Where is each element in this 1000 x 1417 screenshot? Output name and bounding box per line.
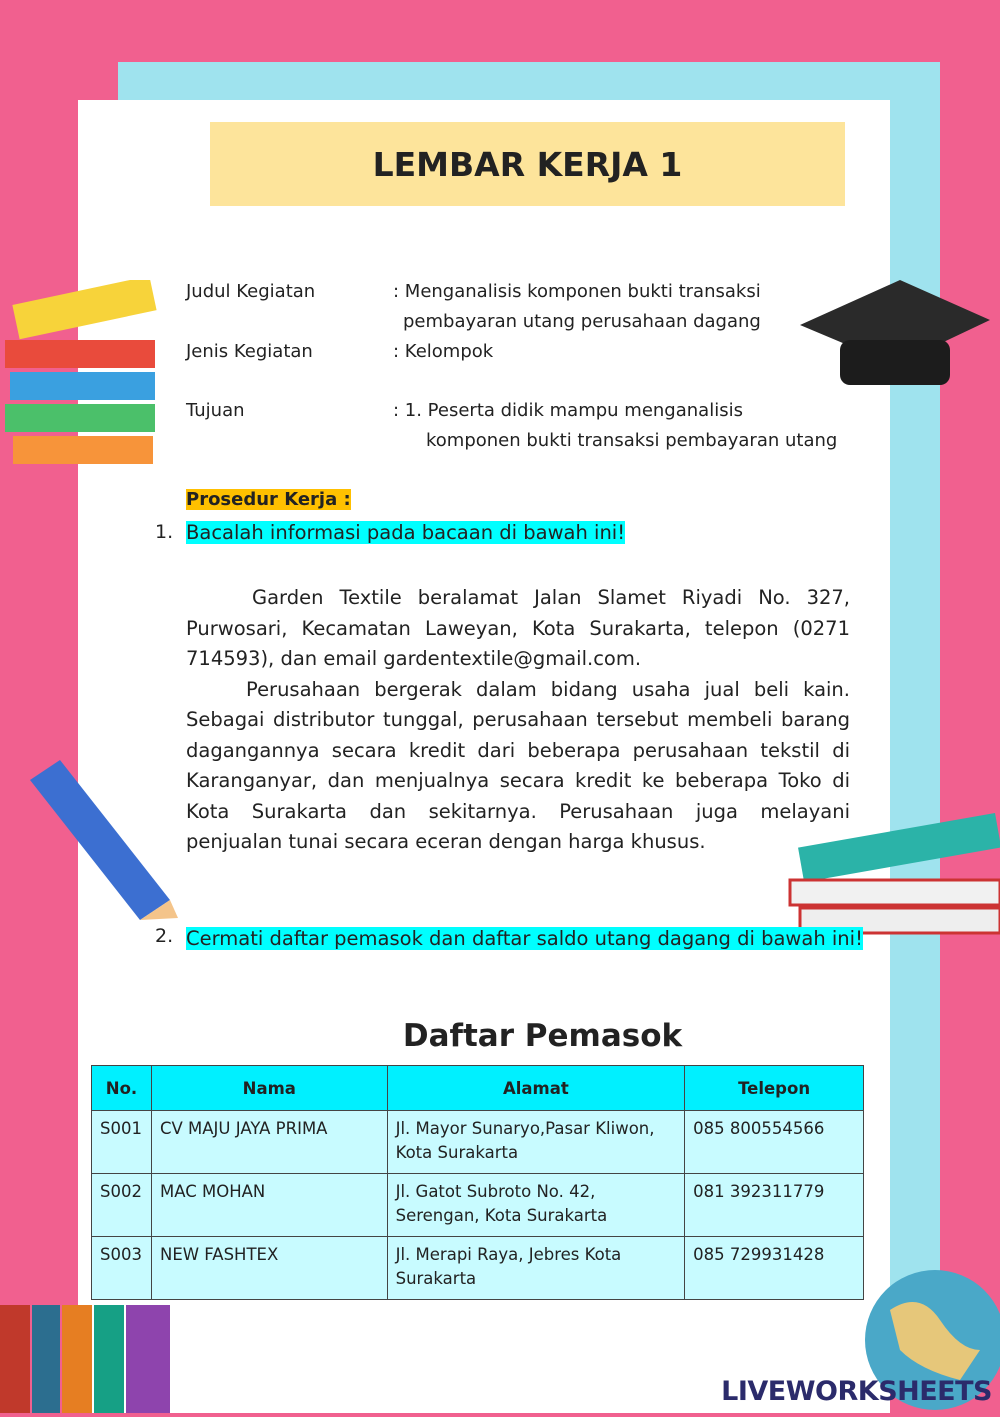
- cell-telepon: 081 392311779: [685, 1174, 864, 1237]
- cell-nama: NEW FASHTEX: [151, 1237, 387, 1300]
- cell-no: S003: [92, 1237, 152, 1300]
- judul-value-line1: : Menganalisis komponen bukti transaksi: [393, 281, 761, 302]
- tujuan-value-line1: : 1. Peserta didik mampu menganalisis: [393, 400, 743, 421]
- judul-value: [393, 277, 761, 337]
- step2-number: 2.: [155, 925, 174, 947]
- judul-value-line2: pembayaran utang perusahaan dagang: [403, 311, 761, 332]
- table-title: Daftar Pemasok: [402, 1018, 683, 1054]
- cell-no: S001: [92, 1111, 152, 1174]
- cell-no: S002: [92, 1174, 152, 1237]
- step1-number: 1.: [155, 521, 174, 543]
- tujuan-label: Tujuan: [186, 400, 245, 421]
- header-telepon: Telepon: [685, 1066, 864, 1111]
- cell-telepon: 085 800554566: [685, 1111, 864, 1174]
- judul-label: Judul Kegiatan: [186, 281, 316, 302]
- passage-paragraph-2: Perusahaan bergerak dalam bidang usaha jual beli kain. Sebagai distributor tunggal, perusahaan tersebut membeli barang dagangannya secara kredit dari beberapa perusahaan tekstil di Karanganyar, dan menjualnya secara kredit ke beberapa Toko di Kota Surakarta dan sekitarnya. Perusahaan juga melayani penjualan tunai secara eceran dengan harga khusus.: [186, 677, 850, 853]
- cell-nama: MAC MOHAN: [151, 1174, 387, 1237]
- jenis-value: : Kelompok: [393, 341, 494, 362]
- jenis-label: Jenis Kegiatan: [186, 341, 313, 362]
- table-row: [92, 1111, 864, 1174]
- table-row: [92, 1237, 864, 1300]
- step1-instruction: Bacalah informasi pada bacaan di bawah ini!: [186, 521, 626, 544]
- books-icon: [5, 280, 165, 470]
- header-nama: Nama: [151, 1066, 387, 1111]
- step2-instruction: Cermati daftar pemasok dan daftar saldo utang dagang di bawah ini!: [186, 927, 863, 950]
- pencil-icon: [10, 760, 180, 920]
- header-alamat: Alamat: [387, 1066, 685, 1111]
- cell-nama: CV MAJU JAYA PRIMA: [151, 1111, 387, 1174]
- header-no: No.: [92, 1066, 152, 1111]
- cell-alamat: Jl. Merapi Raya, Jebres Kota Surakarta: [387, 1237, 685, 1300]
- page-title: LEMBAR KERJA 1: [210, 122, 845, 206]
- supplier-table: [91, 1065, 864, 1300]
- reading-passage: [186, 583, 850, 858]
- graduation-cap-icon: [800, 280, 990, 400]
- prosedur-heading: Prosedur Kerja :: [186, 489, 351, 510]
- tujuan-value: [393, 396, 837, 456]
- books-icon: [0, 1305, 170, 1413]
- passage-paragraph-1: Garden Textile beralamat Jalan Slamet Riyadi No. 327, Purwosari, Kecamatan Laweyan, Kota Surakarta, telepon (0271 714593), dan email gardentextile@gmail.com.: [186, 586, 850, 670]
- cell-alamat: Jl. Gatot Subroto No. 42, Serengan, Kota Surakarta: [387, 1174, 685, 1237]
- table-header-row: [92, 1066, 864, 1111]
- cell-alamat: Jl. Mayor Sunaryo,Pasar Kliwon, Kota Surakarta: [387, 1111, 685, 1174]
- liveworksheets-logo[interactable]: LIVEWORKSHEETS: [721, 1376, 992, 1407]
- tujuan-value-line2: komponen bukti transaksi pembayaran utang: [426, 430, 838, 451]
- table-row: [92, 1174, 864, 1237]
- cell-telepon: 085 729931428: [685, 1237, 864, 1300]
